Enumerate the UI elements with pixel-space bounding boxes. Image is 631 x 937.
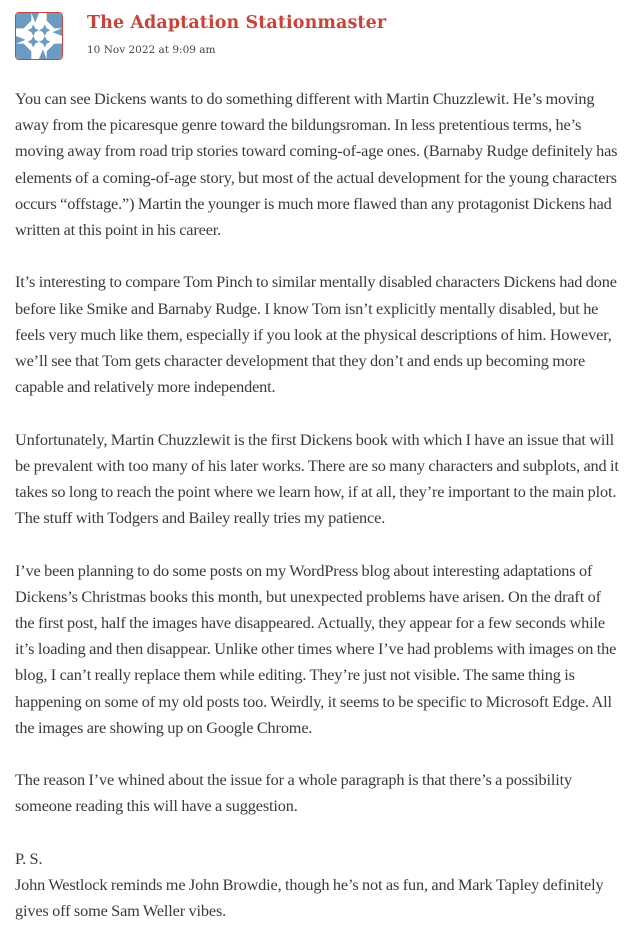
- postscript-text: John Westlock reminds me John Browdie, though he’s not as fun, and Mark Tapley definitely gives off some Sam Weller vibes.: [15, 875, 604, 921]
- comment-paragraph: I’ve been planning to do some posts on my WordPress blog about interesting adaptations of Dickens’s Christmas books this month, but unexpected problems have arisen. On the draft of the first post, half the images have disappeared. Actually, they appear for a few seconds while it’s loading and then disappear. Unlike other times where I’ve had problems with images on the blog, I can’t really replace them while editing. They’re just not visible. The same thing is happening on some of my old posts too. Weirdly, it seems to be specific to Microsoft Edge. All the images are showing up on Google Chrome.: [15, 560, 617, 737]
- comment-paragraph: You can see Dickens wants to do something different with Martin Chuzzlewit. He’s moving away from the picaresque genre toward the bildungsroman. In less pretentious terms, he’s moving away from road trip stories toward coming-of-age ones. (Barnaby Rudge definitely has elements of a coming-of-age story, but most of the actual development for the young characters occurs “offstage.”) Martin the younger is much more flawed than any protagonist Dickens had written at this point in his career.: [15, 89, 618, 240]
- comment-paragraph: The reason I’ve whined about the issue for a whole paragraph is that there’s a possibility someone reading this will have a suggestion.: [15, 770, 572, 816]
- comment-header: [15, 12, 615, 64]
- comment-paragraph: Unfortunately, Martin Chuzzlewit is the first Dickens book with which I have an issue that will be prevalent with too many of his later works. There are so many characters and subplots, and it takes so long to reach the point where we learn how, if at all, they’re important to the main plot. The stuff with Todgers and Bailey really tries my patience.: [15, 429, 619, 528]
- avatar[interactable]: [15, 12, 63, 60]
- comment-timestamp-link[interactable]: 10 Nov 2022 at 9:09 am: [87, 44, 216, 56]
- postscript: [15, 846, 621, 925]
- comment-body: [15, 86, 621, 924]
- postscript-label: P. S.: [15, 848, 43, 868]
- comment-author-link[interactable]: The Adaptation Stationmaster: [87, 13, 387, 33]
- comment-paragraph: It’s interesting to compare Tom Pinch to similar mentally disabled characters Dickens had done before like Smike and Barnaby Rudge. I know Tom isn’t explicitly mentally disabled, but he feels very much like them, especially if you look at the physical descriptions of him. However, we’ll see that Tom gets character development that they don’t and ends up becoming more capable and relatively more independent.: [15, 272, 617, 397]
- identicon-avatar-icon: [16, 13, 62, 59]
